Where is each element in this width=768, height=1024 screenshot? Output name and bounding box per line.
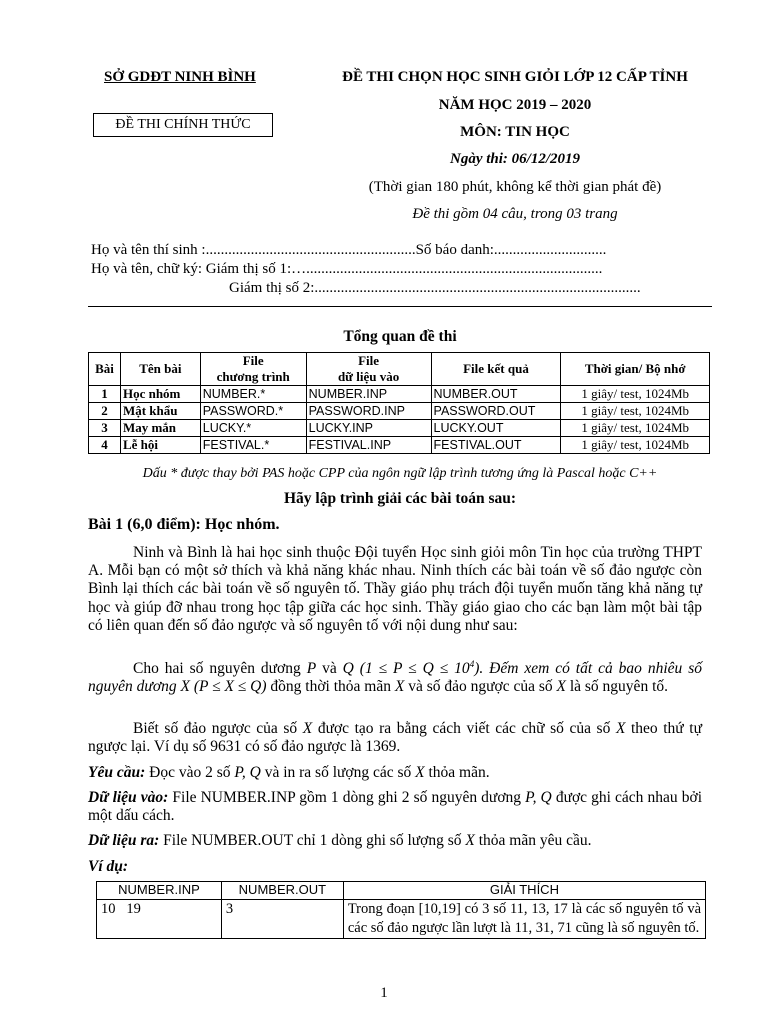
cell-time-memory: 1 giây/ test, 1024Mb [561,420,710,437]
proctor-2-line: Giám thị số 2:....................................................................................... [229,280,641,296]
cell-number: 3 [89,420,121,437]
example-table [96,881,706,939]
cell-number: 4 [89,437,121,454]
time-limit: (Thời gian 180 phút, không kể thời gian phát đề) [368,179,662,195]
example-heading [88,858,702,876]
proctor-1-line: Họ và tên, chữ ký: Giám thị số 1:…............................................................................... [91,261,603,277]
cell-program-file: PASSWORD.* [200,403,306,420]
page-number: 1 [380,985,388,1001]
subject: MÔN: TIN HỌC [460,124,570,140]
requirement-label: Yêu cầu: [88,764,146,781]
overview-table [88,352,710,454]
exam-date: Ngày thi: 06/12/2019 [450,151,580,167]
text: thỏa mãn. [424,764,490,781]
var-x-range: X (P ≤ X ≤ Q) [180,678,267,696]
cell-output-file: LUCKY.OUT [431,420,561,437]
var-x: X [556,678,566,696]
text: File NUMBER.OUT chỉ 1 dòng ghi số lượng số [159,832,466,849]
input-spec [88,789,702,825]
text: thỏa mãn yêu cầu. [474,832,592,849]
table-row [89,403,710,420]
language-note: Dấu * được thay bởi PAS hoặc CPP của ngôn ngữ lập trình tương ứng là Pascal hoặc C++ [142,466,658,481]
cell-program-file: LUCKY.* [200,420,306,437]
col-header-input: NUMBER.INP [97,882,222,900]
table-row [89,437,710,454]
problem-1-statement [88,655,702,697]
col-header-ten-bai: Tên bài [120,353,200,386]
text: và [316,660,343,678]
example-output: 3 [221,900,343,939]
cell-program-file: NUMBER.* [200,386,306,403]
cell-input-file: LUCKY.INP [306,420,431,437]
text: Cho hai số nguyên dương [133,660,307,678]
requirement [88,764,702,782]
example-explanation: Trong đoạn [10,19] có 3 số 11, 13, 17 là các số nguyên tố và các số đảo ngược lần lượt là 11, 31, 71 cũng là số nguyên tố. [343,900,705,939]
input-label: Dữ liệu vào: [88,789,169,806]
text: Đọc vào 2 số [145,764,235,781]
official-exam-box: ĐỀ THI CHÍNH THỨC [93,113,273,137]
text: ). Đếm xem có tất cả bao nhiêu số nguyên dương [88,660,702,696]
col-header-file-input-text: File dữ liệu vào [337,353,400,384]
cell-output-file: NUMBER.OUT [431,386,561,403]
col-header-file-output: File kết quả [431,353,561,386]
output-spec [88,832,702,850]
text: và in ra số lượng các số [260,764,416,781]
problem-1-title: Bài 1 (6,0 điểm): Học nhóm. [88,516,280,533]
text: theo thứ tự ngược lại. Ví dụ số 9631 có số đảo ngược là 1369. [88,720,703,756]
overview-title: Tổng quan đề thi [343,328,457,345]
col-header-file-program-text: File chương trình [216,353,290,384]
table-row [97,900,706,939]
cell-time-memory: 1 giây/ test, 1024Mb [561,437,710,454]
cell-time-memory: 1 giây/ test, 1024Mb [561,403,710,420]
col-header-file-program [200,353,306,386]
instruction-heading: Hãy lập trình giải các bài toán sau: [283,490,517,507]
var-p: P [306,660,317,678]
var-x: X [394,678,405,696]
col-header-file-input [306,353,431,386]
text: Biết số đảo ngược của số [133,720,303,737]
cell-name: Mật khẩu [120,403,200,420]
example-header-row [97,882,706,900]
cell-input-file: NUMBER.INP [306,386,431,403]
exponent: 4 [469,659,475,669]
col-header-time-memory: Thời gian/ Bộ nhớ [561,353,710,386]
cell-input-file: PASSWORD.INP [306,403,431,420]
text: và số đảo ngược của số [404,678,557,696]
cell-input-file: FESTIVAL.INP [306,437,431,454]
var-x: X [415,764,425,781]
cell-name: May mắn [120,420,200,437]
table-row [89,420,710,437]
text: File NUMBER.INP gồm 1 dòng ghi 2 số nguyên dương [168,789,526,806]
text: được tạo ra bằng cách viết các chữ số của số [312,720,616,737]
var-pq: P, Q [234,764,261,781]
constraint: Q (1 ≤ P ≤ Q ≤ 10 [342,660,470,678]
page-count-note: Đề thi gồm 04 câu, trong 03 trang [412,206,618,222]
reverse-definition [88,720,702,756]
cell-output-file: FESTIVAL.OUT [431,437,561,454]
problem-1-intro: Ninh và Bình là hai học sinh thuộc Đội tuyển Học sinh giỏi môn Tin học của trường THPT A. Mỗi bạn có một sở thích và khả năng khác nhau. Ninh thích các bài toán về số đảo ngược còn Bình lại thích các bài toán về số nguyên tố. Thầy giáo phụ trách đội tuyển muốn tăng khả năng tự học và giúp đỡ nhau trong học tập giữa các học sinh. Thầy giáo giao cho các bạn làm một bài tập có liên quan đến số đảo ngược và số nguyên tố với nội dung như sau: [88,544,702,634]
exam-title: ĐỀ THI CHỌN HỌC SINH GIỎI LỚP 12 CẤP TỈNH [342,69,688,85]
output-label: Dữ liệu ra: [88,832,160,849]
cell-name: Học nhóm [120,386,200,403]
cell-number: 2 [89,403,121,420]
col-header-explanation: GIẢI THÍCH [343,882,705,900]
col-header-output: NUMBER.OUT [221,882,343,900]
example-input: 10 19 [97,900,222,939]
school-year: NĂM HỌC 2019 – 2020 [438,97,592,113]
table-row [89,386,710,403]
text: là số nguyên tố. [565,678,668,696]
cell-name: Lễ hội [120,437,200,454]
var-x: X [302,720,313,737]
cell-time-memory: 1 giây/ test, 1024Mb [561,386,710,403]
col-header-bai: Bài [89,353,121,386]
candidate-name-line: Họ và tên thí sinh :........................................................Số báo danh:.............................. [91,242,607,258]
var-x: X [615,720,626,737]
var-x: X [465,832,475,849]
divider [88,306,712,307]
cell-number: 1 [89,386,121,403]
cell-output-file: PASSWORD.OUT [431,403,561,420]
var-pq: P, Q [525,789,552,806]
example-label: Ví dụ: [88,858,129,875]
overview-header-row [89,353,710,386]
cell-program-file: FESTIVAL.* [200,437,306,454]
text: được ghi cách nhau bởi một dấu cách. [88,789,702,825]
text: đồng thời thỏa mãn [266,678,395,696]
department-name: SỞ GDĐT NINH BÌNH [104,69,256,85]
